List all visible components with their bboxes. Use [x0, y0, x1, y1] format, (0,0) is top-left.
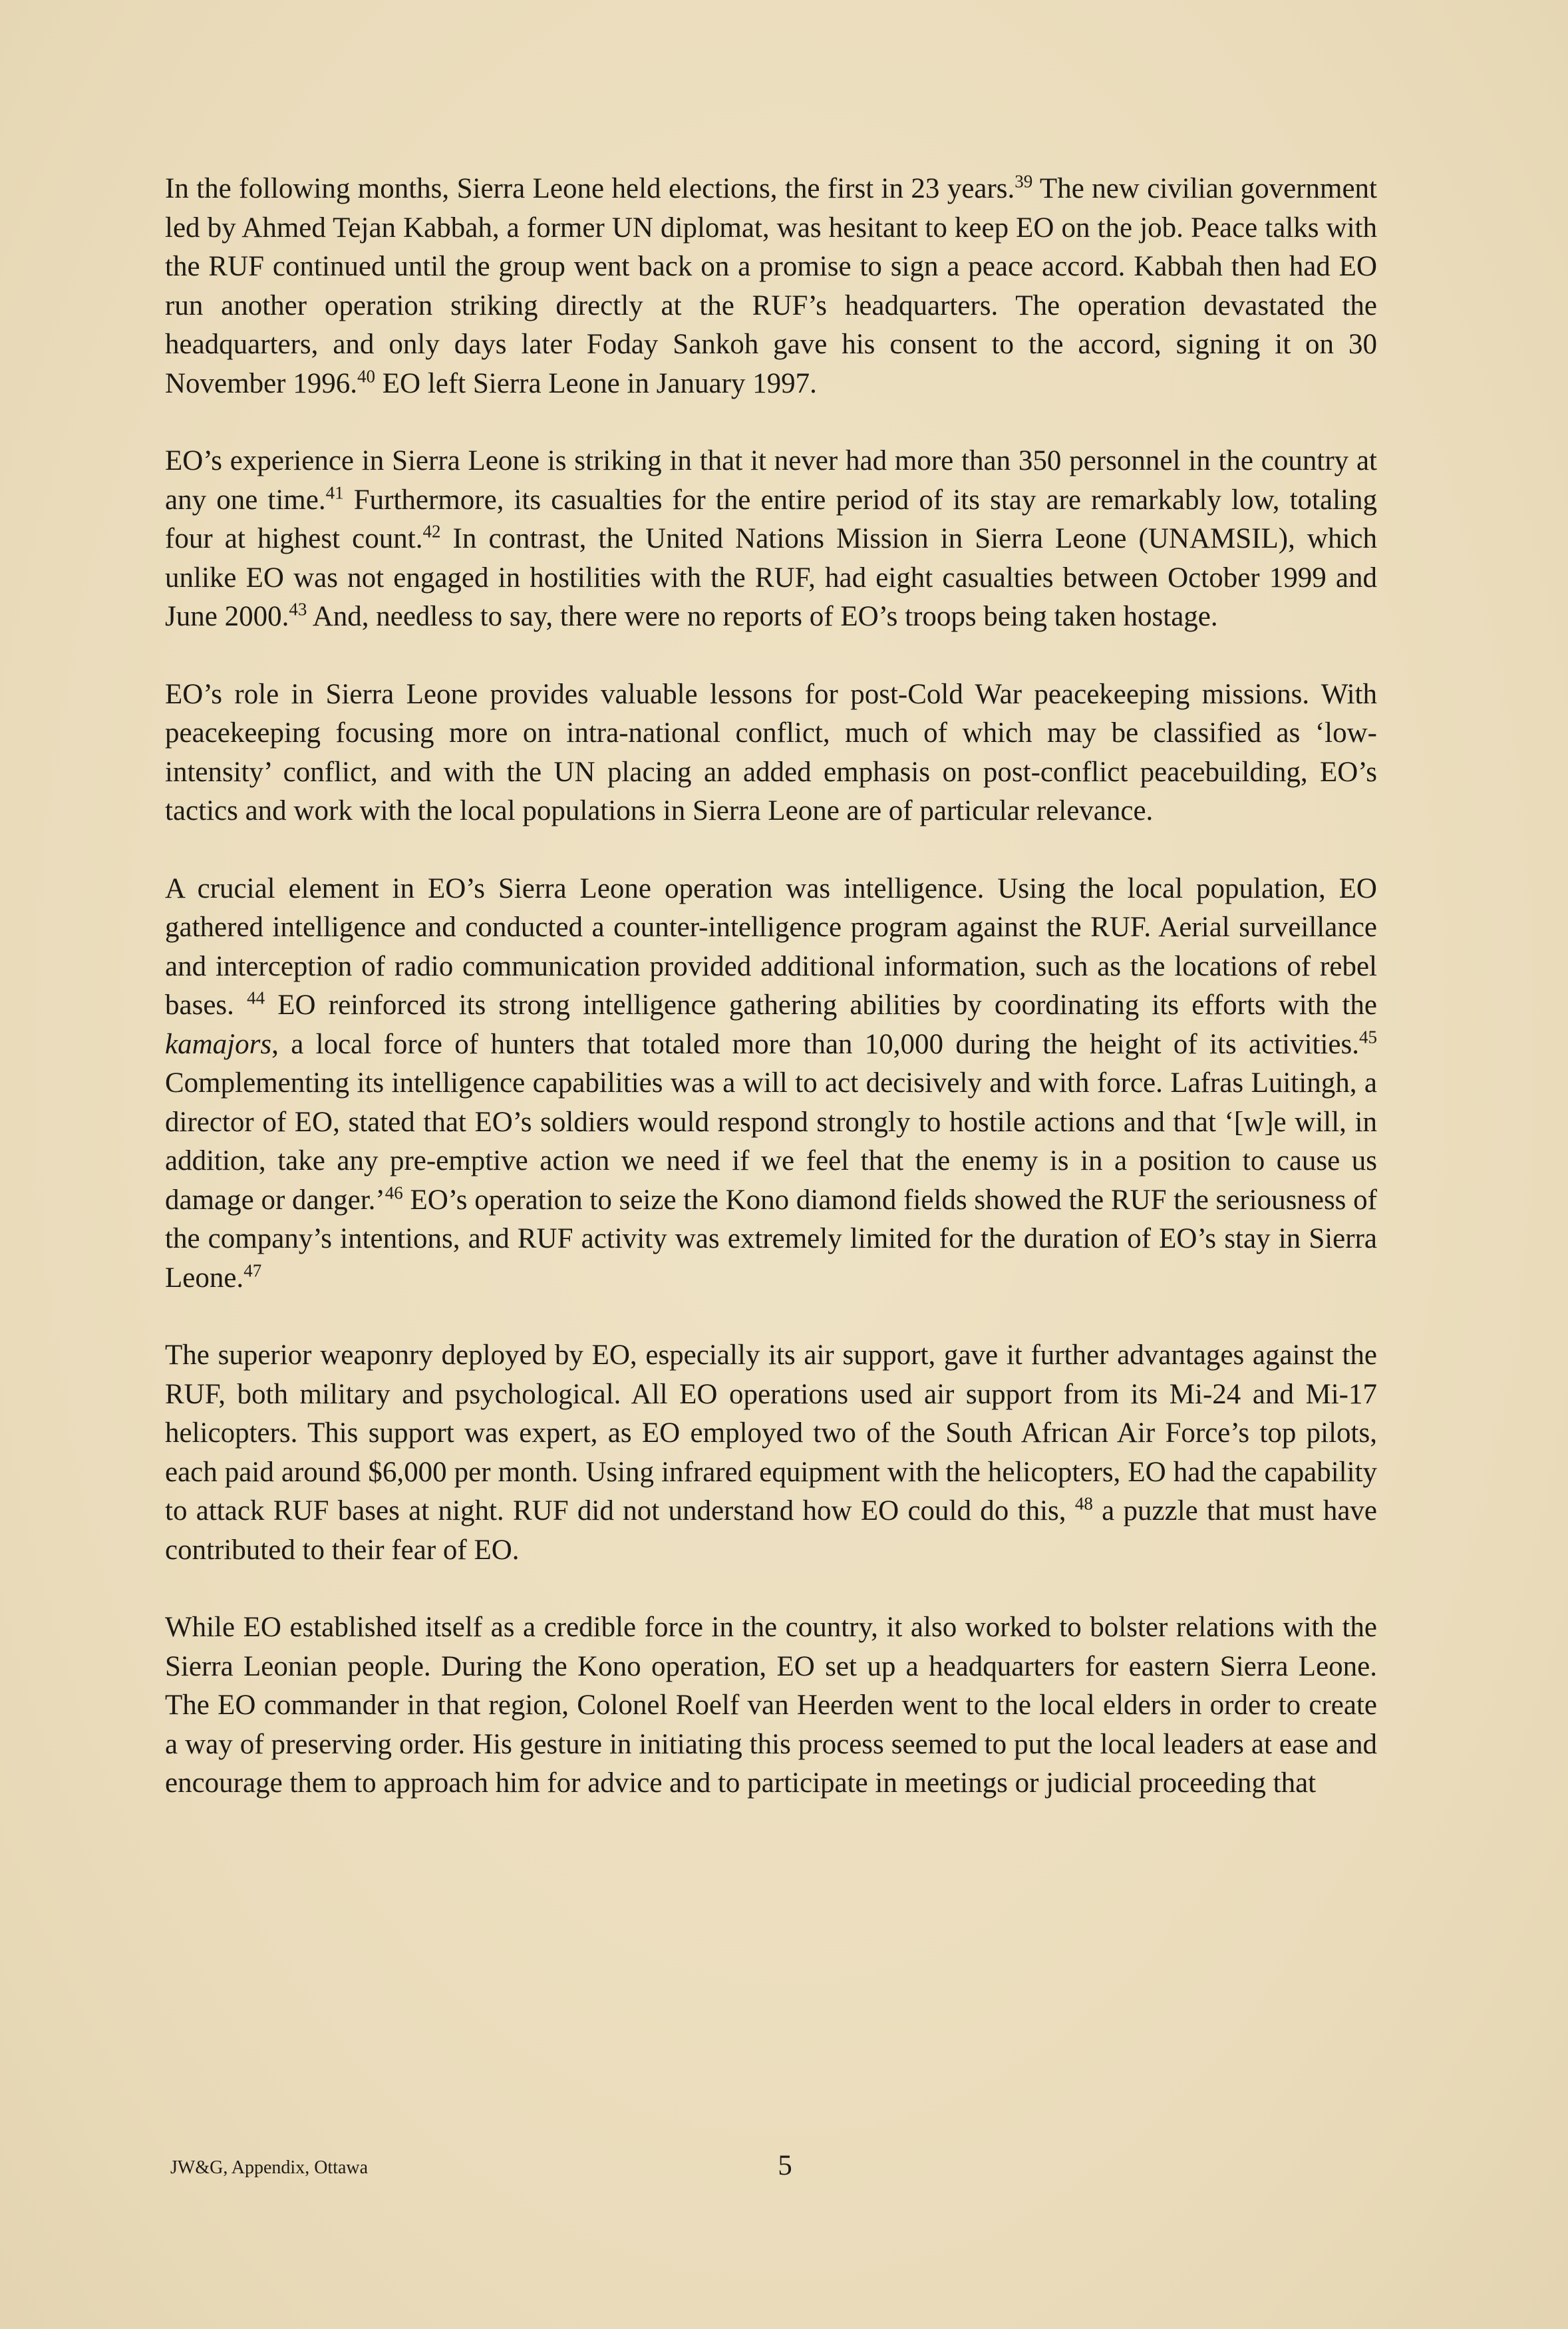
text-run: EO left Sierra Leone in January 1997. — [375, 367, 817, 399]
footnote-ref: 48 — [1074, 1493, 1093, 1514]
text-run: Complementing its intelligence capabilities was a will to act decisively and with force. Lafras Luitingh, a director of EO, stated that EO’s soldiers would respond strongly to hostile actions and that ‘[w]e will, in addition, take any pre-emptive action we need if we feel that the enemy is in a position to cause us damage or danger.’ — [165, 1067, 1377, 1216]
paragraph — [165, 170, 1377, 403]
footnote-ref: 44 — [247, 987, 265, 1008]
paragraph — [165, 870, 1377, 1298]
text-run: The new civilian government led by Ahmed Tejan Kabbah, a former UN diplomat, was hesitant to keep EO on the job. Peace talks with the RUF continued until the group went back on a promise to sign a peace accord. Kabbah then had EO run another operation striking directly at the RUF’s headquarters. The operation devastated the headquarters, and only days later Foday Sankoh gave his consent to the accord, signing it on 30 November 1996. — [165, 173, 1377, 399]
text-run: A crucial element in EO’s Sierra Leone operation was intelligence. Using the local population, EO gathered intelligence and conducted a counter-intelligence program against the RUF. Aerial surveillance and interception of radio communication provided additional information, such as the locations of rebel bases. — [165, 872, 1377, 1021]
footnote-ref: 42 — [422, 521, 441, 542]
text-run: EO’s role in Sierra Leone provides valuable lessons for post-Cold War peacekeeping missions. With peacekeeping focusing more on intra-national conflict, much of which may be classified as ‘low-intensity’ conflict, and with the UN placing an added emphasis on post-conflict peacebuilding, EO’s tactics and work with the local populations in Sierra Leone are of particular relevance. — [165, 678, 1377, 826]
text-run: In contrast, the United Nations Mission in Sierra Leone (UNAMSIL), which unlike EO was not engaged in hostilities with the RUF, had eight casualties between October 1999 and June 2000. — [165, 523, 1377, 632]
footnote-ref: 43 — [289, 599, 307, 620]
paragraph — [165, 442, 1377, 637]
text-run: And, needless to say, there were no reports of EO’s troops being taken hostage. — [307, 601, 1218, 632]
text-run: EO reinforced its strong intelligence gathering abilities by coordinating its efforts with the — [265, 989, 1378, 1021]
footnote-ref: 40 — [357, 366, 375, 387]
footnote-ref: 45 — [1359, 1027, 1377, 1047]
emphasized-text: kamajors — [165, 1028, 272, 1060]
text-run: EO’s experience in Sierra Leone is striking in that it never had more than 350 personnel in the country at any one time. — [165, 445, 1377, 516]
text-run: In the following months, Sierra Leone held elections, the first in 23 years. — [165, 173, 1015, 204]
footnote-ref: 41 — [325, 482, 344, 503]
footnote-ref: 39 — [1015, 171, 1033, 192]
footnote-ref: 47 — [243, 1260, 262, 1281]
text-run: Furthermore, its casualties for the entire period of its stay are remarkably low, totaling four at highest count. — [165, 484, 1377, 554]
paragraph — [165, 675, 1377, 831]
body-text — [165, 170, 1377, 1803]
text-run: The superior weaponry deployed by EO, especially its air support, gave it further advantages against the RUF, both military and psychological. All EO operations used air support from its Mi-24 and Mi-17 helicopters. This support was expert, as EO employed two of the South African Air Force’s top pilots, each paid around $6,000 per month. Using infrared equipment with the helicopters, EO had the capability to attack RUF bases at night. RUF did not understand how EO could do this, — [165, 1340, 1377, 1526]
text-run: , a local force of hunters that totaled more than 10,000 during the height of its activities. — [271, 1028, 1359, 1060]
text-run: While EO established itself as a credible force in the country, it also worked to bolster relations with the Sierra Leonian people. During the Kono operation, EO set up a headquarters for eastern Sierra Leone. The EO commander in that region, Colonel Roelf van Heerden went to the local elders in order to create a way of preserving order. His gesture in initiating this process seemed to put the local leaders at ease and encourage them to approach him for advice and to participate in meetings or judicial proceeding that — [165, 1612, 1377, 1799]
paragraph — [165, 1608, 1377, 1803]
footer-label: JW&G, Appendix, Ottawa — [170, 2157, 369, 2178]
text-run: a puzzle that must have contributed to their fear of EO. — [165, 1495, 1377, 1566]
text-run: EO’s operation to seize the Kono diamond fields showed the RUF the seriousness of the company’s intentions, and RUF activity was extremely limited for the duration of EO’s stay in Sierra Leone. — [165, 1184, 1377, 1294]
page-number: 5 — [778, 2150, 792, 2181]
paragraph — [165, 1336, 1377, 1570]
footnote-ref: 46 — [385, 1182, 403, 1203]
